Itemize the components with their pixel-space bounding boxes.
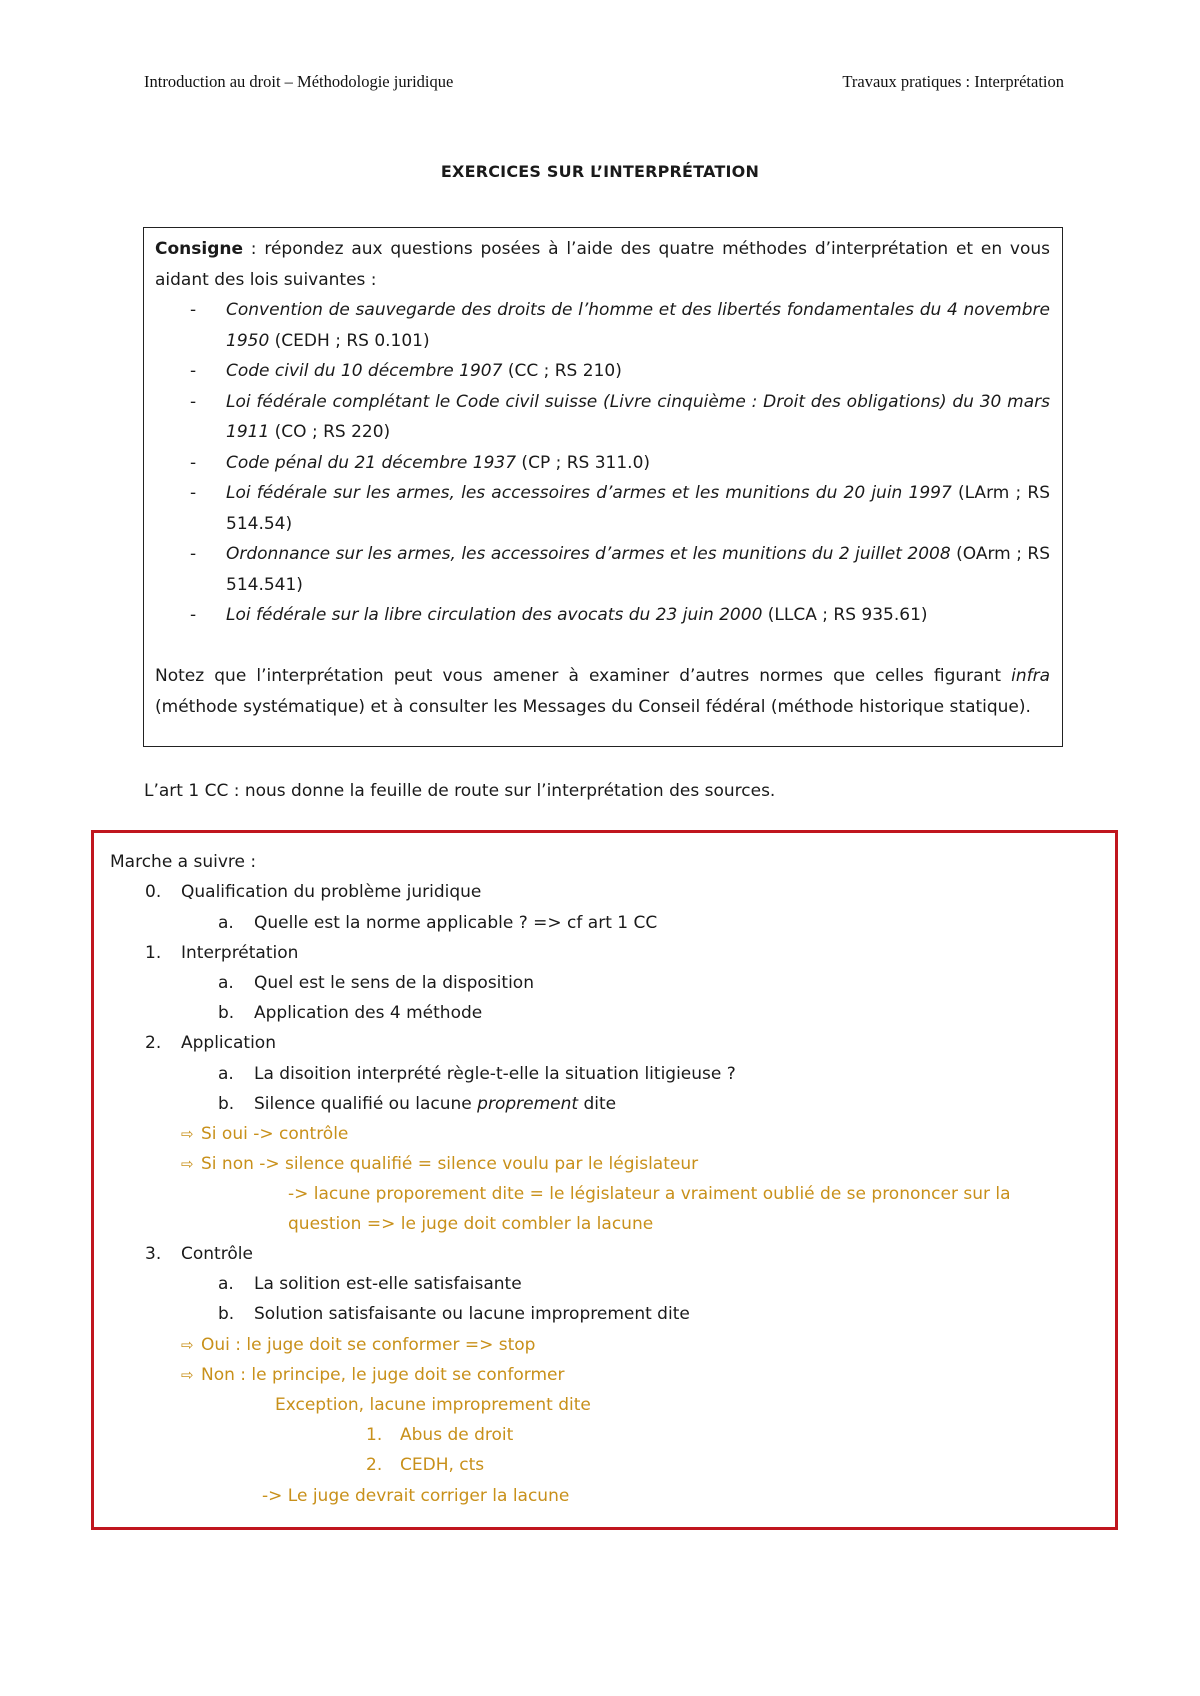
sub-letter: b. (218, 1003, 235, 1023)
law-title: Loi fédérale sur la libre circulation des avocats du 23 juin 2000 (226, 605, 763, 625)
law-title: Loi fédérale sur les armes, les accessoires d’armes et les munitions du 20 juin 1997 (226, 483, 952, 503)
header-left: Introduction au droit – Méthodologie juridique (144, 72, 454, 91)
outcome-text: -> lacune proporement dite = le législateur a vraiment oublié de se prononcer sur la (288, 1184, 1011, 1204)
outcome-text: Exception, lacune improprement dite (275, 1395, 591, 1415)
consigne-box (143, 227, 1063, 747)
outline-right-arrow-icon: ⇨ (181, 1155, 194, 1173)
law-title: Loi fédérale complétant le Code civil suisse (Livre cinquième : Droit des obligations) du 30 mars 1911 (226, 391, 1050, 442)
outcome-text: Non : le principe, le juge doit se conformer (201, 1365, 565, 1385)
consigne-note (155, 661, 1050, 722)
law-ref: (CEDH ; RS 0.101) (269, 330, 430, 351)
outcome-line (181, 1335, 535, 1355)
law-ref: (LLCA ; RS 935.61) (762, 605, 928, 625)
step-1b: Application des 4 méthode (254, 1003, 483, 1023)
exception-number: 1. (366, 1425, 383, 1445)
step-number: 0. (145, 882, 162, 902)
sub-letter: b. (218, 1094, 235, 1114)
consigne-label: Consigne (155, 239, 244, 259)
outcome-line (181, 1124, 348, 1144)
note-text: Notez que l’interprétation peut vous amener à examiner d’autres normes que celles figurant (155, 666, 1012, 686)
header-right: Travaux pratiques : Interprétation (842, 72, 1064, 91)
marche-box (91, 830, 1118, 1530)
step-0: Qualification du problème juridique (181, 882, 482, 902)
step-3: Contrôle (181, 1244, 253, 1264)
outcome-text: question => le juge doit combler la lacune (288, 1214, 654, 1234)
sub-letter: a. (218, 913, 234, 933)
sub-letter: a. (218, 973, 234, 993)
law-item (155, 600, 1050, 631)
law-ref: (LArm ; RS 514.54) (226, 483, 1050, 534)
step-1a: Quel est le sens de la disposition (254, 973, 534, 993)
law-item (155, 448, 1050, 479)
sub-letter: a. (218, 1064, 234, 1084)
note-text-end: (méthode systématique) et à consulter les Messages du Conseil fédéral (méthode historique statique). (155, 696, 1031, 717)
sub-letter: a. (218, 1274, 234, 1294)
note-emphasis: infra (1011, 666, 1050, 686)
law-title: Ordonnance sur les armes, les accessoires d’armes et les munitions du 2 juillet 2008 (226, 544, 951, 564)
law-item (155, 478, 1050, 539)
outline-right-arrow-icon: ⇨ (181, 1336, 194, 1354)
step-1: Interprétation (181, 943, 299, 963)
law-item (155, 387, 1050, 448)
step-3a: La solition est-elle satisfaisante (254, 1274, 522, 1294)
step-0a: Quelle est la norme applicable ? => cf art 1 CC (254, 913, 658, 933)
law-ref: (CP ; RS 311.0) (516, 452, 651, 473)
exception-item: Abus de droit (400, 1425, 514, 1445)
outline-right-arrow-icon: ⇨ (181, 1366, 194, 1384)
step-2b-text: Silence qualifié ou lacune (254, 1094, 478, 1114)
law-ref: (OArm ; RS 514.541) (226, 544, 1050, 595)
spacer (155, 631, 1050, 662)
outcome-text: Si oui -> contrôle (201, 1124, 349, 1144)
law-item (155, 539, 1050, 600)
consigne-intro-text: : répondez aux questions posées à l’aide des quatre méthodes d’interprétation et en vous aidant des lois suivantes : (155, 239, 1050, 290)
outline-right-arrow-icon: ⇨ (181, 1125, 194, 1143)
step-3b: Solution satisfaisante ou lacune improprement dite (254, 1304, 690, 1324)
step-number: 3. (145, 1244, 162, 1264)
exception-item: CEDH, cts (400, 1455, 485, 1475)
law-title: Convention de sauvegarde des droits de l’homme et des libertés fondamentales du 4 novembre 1950 (226, 300, 1050, 351)
consigne-intro (155, 234, 1050, 295)
step-2a: La disoition interprété règle-t-elle la situation litigieuse ? (254, 1064, 736, 1084)
marche-title: Marche a suivre : (110, 852, 257, 872)
law-ref: (CC ; RS 210) (502, 361, 622, 381)
outcome-text: -> Le juge devrait corriger la lacune (262, 1486, 570, 1506)
step-number: 2. (145, 1033, 162, 1053)
law-list (155, 295, 1050, 631)
sub-letter: b. (218, 1304, 235, 1324)
step-2b-text-end: dite (578, 1094, 617, 1114)
exception-number: 2. (366, 1455, 383, 1475)
outcome-text: Oui : le juge doit se conformer => stop (201, 1335, 536, 1355)
outcome-text: Si non -> silence qualifié = silence voulu par le législateur (201, 1154, 699, 1174)
step-2b-emphasis: proprement (477, 1094, 579, 1114)
outcome-line (181, 1365, 564, 1385)
law-ref: (CO ; RS 220) (269, 422, 391, 442)
law-item (155, 356, 1050, 387)
art-line: L’art 1 CC : nous donne la feuille de route sur l’interprétation des sources. (144, 781, 776, 801)
law-item (155, 295, 1050, 356)
outcome-line (181, 1154, 698, 1174)
step-2b (254, 1094, 616, 1114)
step-number: 1. (145, 943, 162, 963)
law-title: Code pénal du 21 décembre 1937 (226, 452, 517, 473)
step-2: Application (181, 1033, 276, 1053)
page-title: EXERCICES SUR L’INTERPRÉTATION (440, 162, 760, 181)
law-title: Code civil du 10 décembre 1907 (226, 361, 503, 381)
